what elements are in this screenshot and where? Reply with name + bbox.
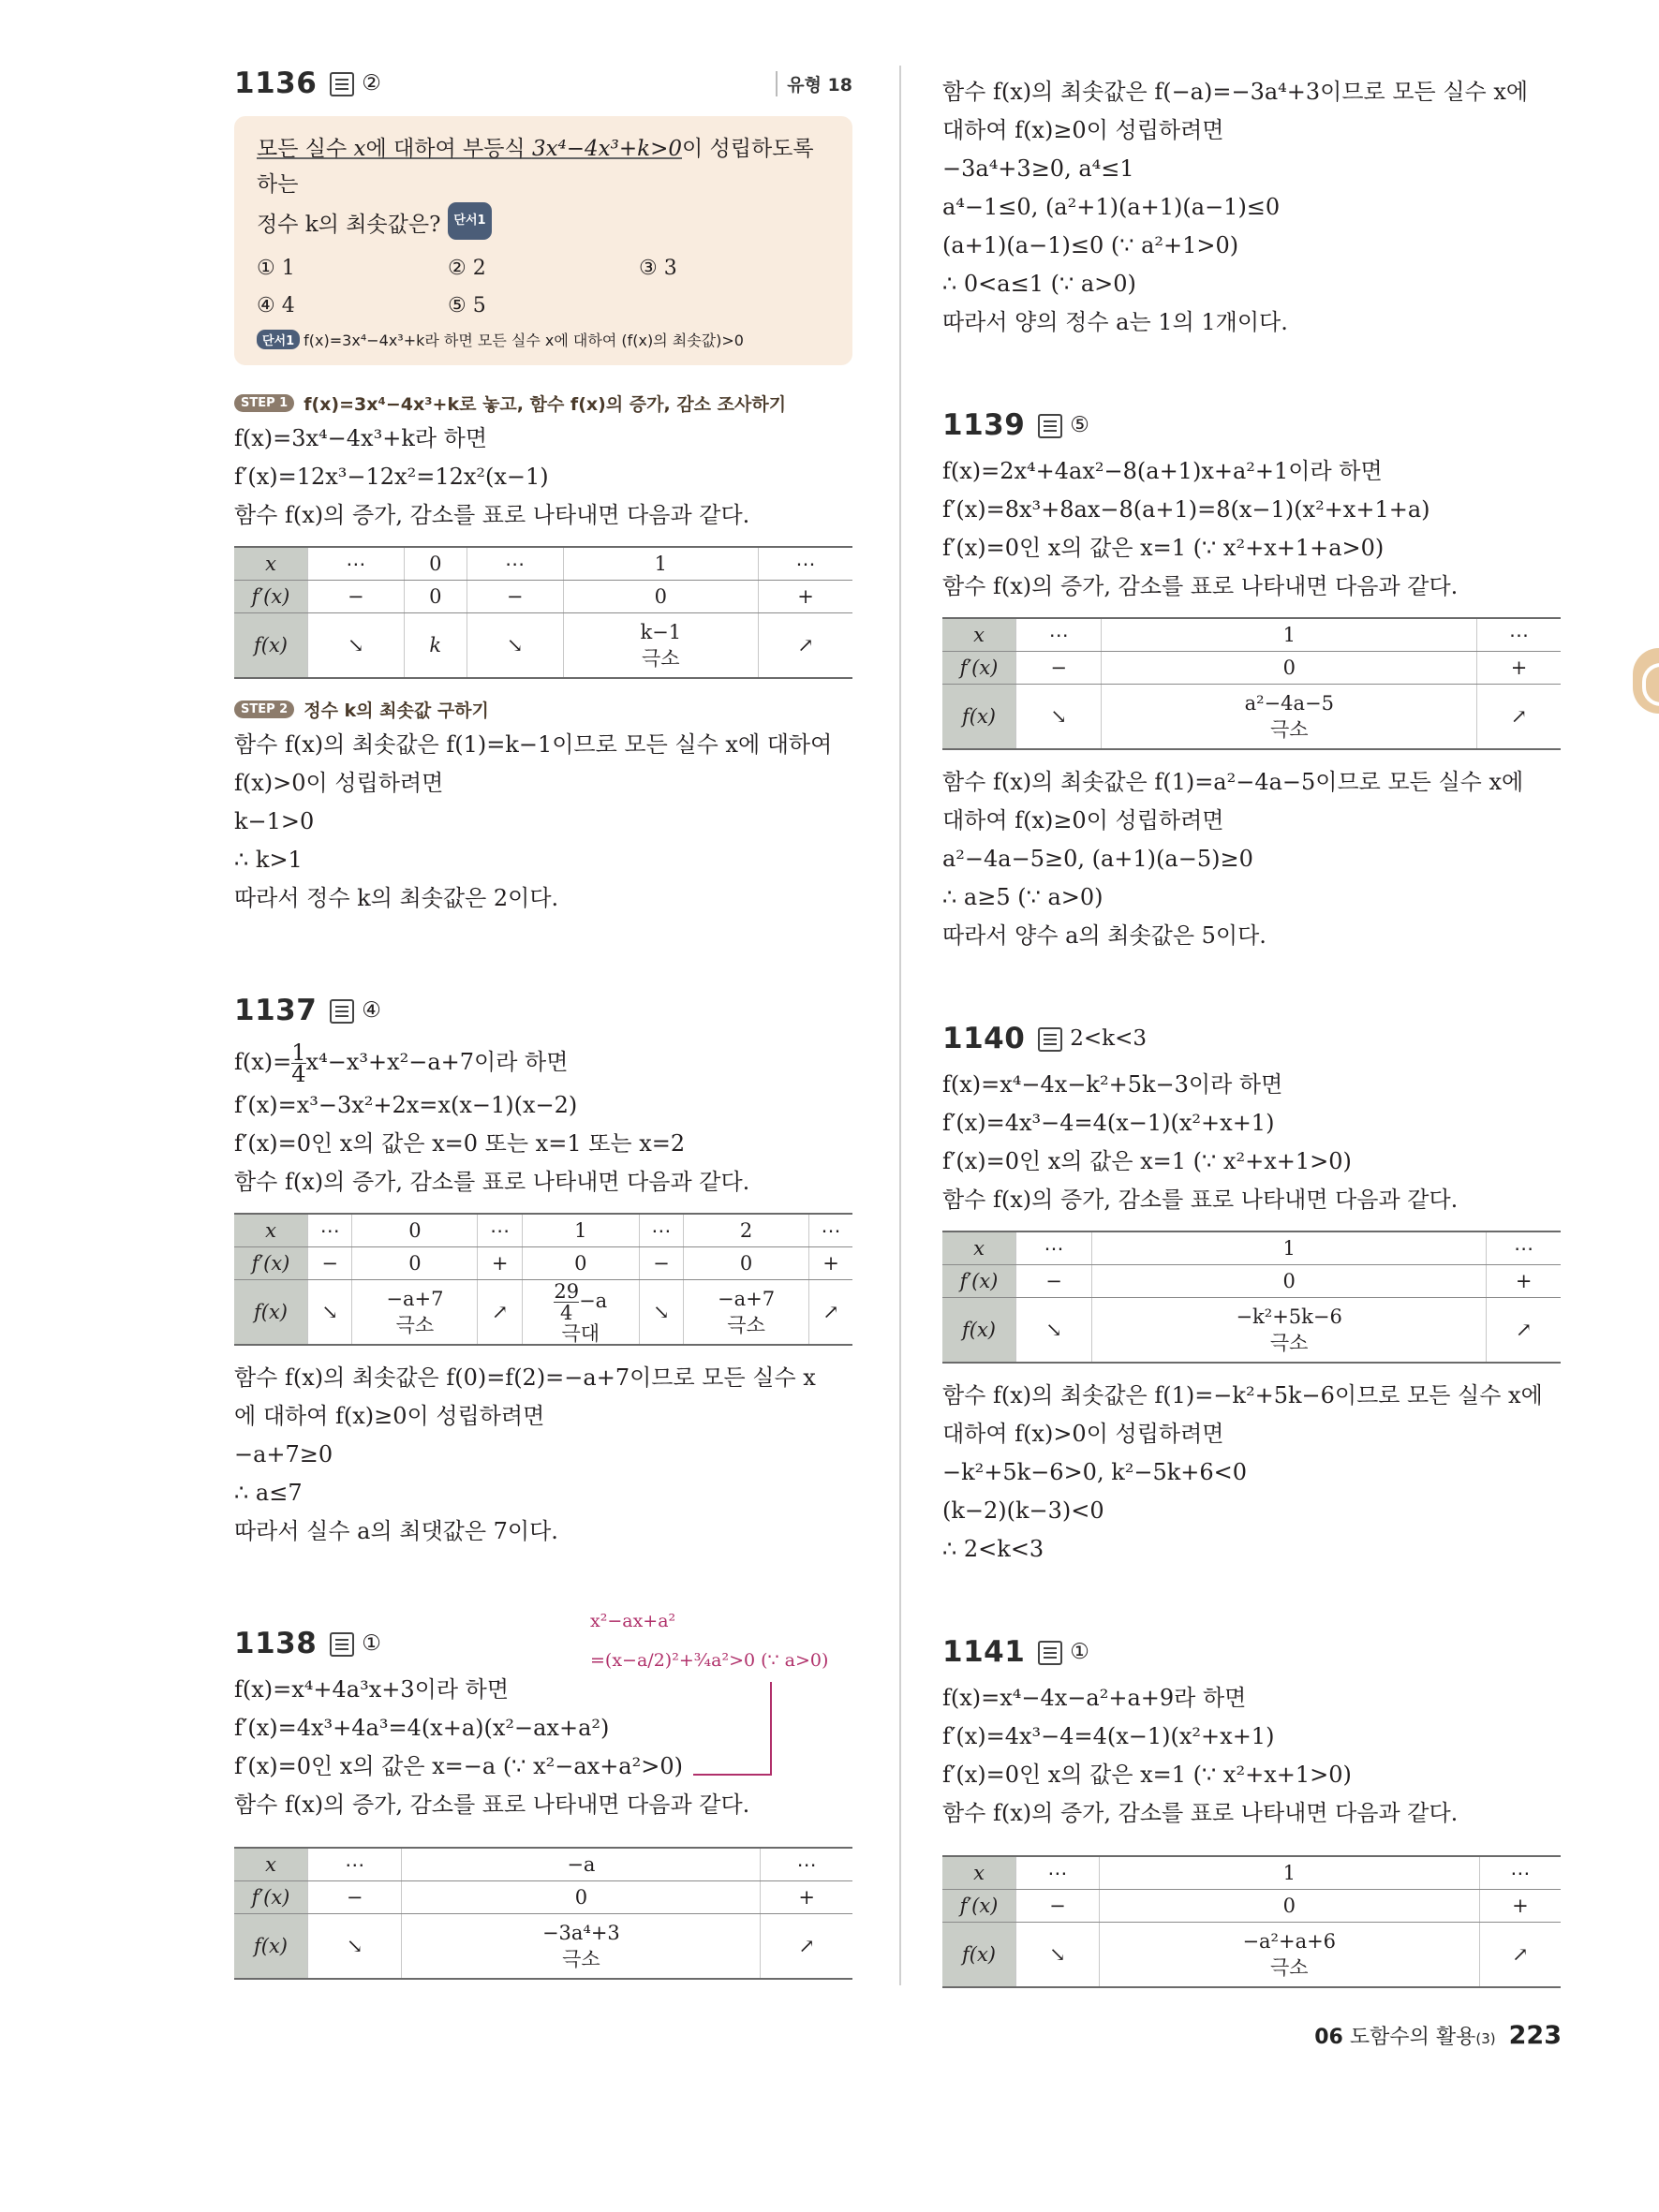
solution-line: f′(x)=x³−3x²+2x=x(x−1)(x−2) (234, 1092, 578, 1118)
solution-line: a⁴−1≤0, (a²+1)(a+1)(a−1)≤0 (942, 194, 1281, 220)
solution-line: ∴ k>1 (234, 847, 303, 873)
solution-line: f′(x)=0인 x의 값은 x=−a (∵ x²−ax+a²>0) (234, 1753, 683, 1779)
answer-value: ① (1070, 1640, 1089, 1664)
left-column (234, 56, 852, 1993)
solution-line: f(x)=2x⁴+4ax²−8(a+1)x+a²+1이라 하면 (942, 458, 1383, 484)
answer-value: ④ (362, 998, 381, 1023)
solution-line: ∴ 2<k<3 (942, 1536, 1044, 1562)
solution-line: 함수 f(x)의 증가, 감소를 표로 나타내면 다음과 같다. (234, 1169, 750, 1195)
solution-line: f(x)= $\frac{1}{4}$ x⁴−x³+x²−a+7이라 하면 (234, 1040, 569, 1087)
solution-line: f′(x)=4x³+4a³=4(x+a)(x²−ax+a²) (234, 1715, 610, 1741)
solution-line: 따라서 양의 정수 a는 1의 1개이다. (942, 309, 1288, 335)
solution-line: f(x)>0이 성립하려면 (234, 770, 444, 796)
choice-2: ② 2 (448, 257, 486, 280)
variation-table: x ⋯ 1 ⋯ f′(x) − 0 + f(x) ↘ a²−4a−5 극소 ↗ (942, 617, 1561, 750)
solution-line: ∴ a≥5 (∵ a>0) (942, 884, 1104, 910)
problem-number: 1139 (942, 408, 1026, 442)
variation-table: x ⋯ 1 ⋯ f′(x) − 0 + f(x) ↘ −a²+a+6 극소 ↗ (942, 1855, 1561, 1988)
problem-1137 (234, 983, 852, 1551)
margin-note: x²−ax+a² (590, 1611, 676, 1631)
solution-line: f′(x)=4x³−4=4(x−1)(x²+x+1) (942, 1723, 1275, 1749)
chapter-title: 도함수의 활용 (1349, 2026, 1476, 2049)
hint-badge: 단서1 (257, 330, 300, 349)
margin-note: =(x−a/2)²+¾a²>0 (∵ a>0) (590, 1650, 829, 1671)
solution-line: 함수 f(x)의 최솟값은 f(1)=−k²+5k−6이므로 모든 실수 x에 (942, 1382, 1543, 1408)
choice-3: ③ 3 (639, 257, 677, 280)
solution-line: 에 대하여 f(x)≥0이 성립하려면 (234, 1403, 545, 1429)
solution-line: 대하여 f(x)>0이 성립하려면 (942, 1421, 1224, 1447)
problem-1141 (942, 1625, 1561, 1988)
variation-table: x ⋯ 1 ⋯ f′(x) − 0 + f(x) ↘ −k²+5k−6 극소 ↗ (942, 1231, 1561, 1364)
step-1-heading: STEP 1 f(x)=3x⁴−4x³+k로 놓고, 함수 f(x)의 증가, 감소 조사하기 (234, 386, 852, 420)
choice-4: ④ 4 (257, 294, 295, 317)
problem-number: 1140 (942, 1022, 1026, 1055)
chapter-tab-marker (1633, 648, 1659, 714)
solution-line: f′(x)=0인 x의 값은 x=1 (∵ x²+x+1>0) (942, 1762, 1352, 1788)
choices (257, 250, 832, 325)
step-2-heading: STEP 2 정수 k의 최솟값 구하기 (234, 692, 852, 726)
variation-table: x ⋯ 0 ⋯ 1 ⋯ f′(x) − 0 − 0 + f(x) ↘ k ↘ k−1 극소 ↗ (234, 546, 852, 679)
solution-line: k−1>0 (234, 808, 315, 834)
choice-5: ⑤ 5 (448, 294, 486, 317)
page-footer: 06 도함수의 활용(3) 223 (1314, 2021, 1562, 2050)
solution-line: 따라서 양수 a의 최솟값은 5이다. (942, 922, 1266, 949)
problem-type-tag: 유형 18 (776, 71, 852, 96)
problem-1136 (234, 56, 852, 918)
solution-line: 함수 f(x)의 증가, 감소를 표로 나타내면 다음과 같다. (942, 573, 1459, 599)
problem-1138 (234, 1611, 852, 1980)
solution-line: 함수 f(x)의 최솟값은 f(0)=f(2)=−a+7이므로 모든 실수 x (234, 1364, 816, 1391)
solution-line: f(x)=x⁴−4x−k²+5k−3이라 하면 (942, 1071, 1283, 1098)
solution-line: f′(x)=0인 x의 값은 x=1 (∵ x²+x+1+a>0) (942, 535, 1385, 561)
clue-badge: 단서1 (448, 202, 491, 240)
answer-value: ⑤ (1070, 413, 1089, 437)
solution-line: 대하여 f(x)≥0이 성립하려면 (942, 807, 1224, 833)
answer-value: ② (362, 71, 381, 96)
choice-1: ① 1 (257, 257, 295, 280)
solution-line: −a+7≥0 (234, 1441, 333, 1467)
solution-line: 함수 f(x)의 최솟값은 f(−a)=−3a⁴+3이므로 모든 실수 x에 (942, 79, 1529, 105)
chapter-number: 06 (1314, 2026, 1343, 2049)
solution-line: f(x)=x⁴+4a³x+3이라 하면 (234, 1676, 509, 1703)
solution-line: 함수 f(x)의 최솟값은 f(1)=a²−4a−5이므로 모든 실수 x에 (942, 769, 1524, 795)
solution-line: (a+1)(a−1)≤0 (∵ a²+1>0) (942, 232, 1239, 258)
variation-table: x ⋯ 0 ⋯ 1 ⋯ 2 ⋯ f′(x) − 0 + 0 − 0 + f(x) ↘ −a+7 극소 ↗ $\frac{29}{4}$ −a 극대 ↘ −a+7 극소 ↗ (234, 1213, 852, 1346)
solution-line: −3a⁴+3≥0, a⁴≤1 (942, 155, 1134, 182)
question-text: 모든 실수 x에 대하여 부등식 3x⁴−4x³+k>0이 성립하도록 하는 정수 k의 최솟값은? 단서1 (257, 131, 832, 243)
solution-line: a²−4a−5≥0, (a+1)(a−5)≥0 (942, 846, 1253, 872)
answer-value: ① (362, 1631, 381, 1656)
solution-line: 함수 f(x)의 증가, 감소를 표로 나타내면 다음과 같다. (234, 1792, 750, 1818)
answer-icon (330, 999, 354, 1024)
answer-icon (1038, 1641, 1062, 1665)
solution-line: 함수 f(x)의 증가, 감소를 표로 나타내면 다음과 같다. (234, 502, 750, 528)
problem-1140 (942, 1011, 1561, 1569)
solution-line: f(x)=x⁴−4x−a²+a+9라 하면 (942, 1685, 1247, 1711)
note-arrow (770, 1682, 772, 1776)
solution-line: 함수 f(x)의 최솟값은 f(1)=k−1이므로 모든 실수 x에 대하여 (234, 731, 833, 758)
solution-line: 함수 f(x)의 증가, 감소를 표로 나타내면 다음과 같다. (942, 1187, 1459, 1213)
solution-line: ∴ a≤7 (234, 1480, 303, 1506)
solution-line: (k−2)(k−3)<0 (942, 1497, 1104, 1524)
solution-line: 함수 f(x)의 증가, 감소를 표로 나타내면 다음과 같다. (942, 1800, 1459, 1826)
answer-icon (1038, 1027, 1062, 1052)
solution-line: f′(x)=8x³+8ax−8(a+1)=8(x−1)(x²+x+1+a) (942, 496, 1430, 523)
question-box (234, 116, 852, 365)
problem-number: 1141 (942, 1635, 1026, 1669)
problem-number: 1136 (234, 66, 318, 100)
answer-icon (330, 72, 354, 96)
solution-line: ∴ 0<a≤1 (∵ a>0) (942, 271, 1136, 297)
column-divider (899, 66, 901, 1985)
solution-line: 따라서 정수 k의 최솟값은 2이다. (234, 885, 559, 911)
solution-line: f(x)=3x⁴−4x³+k라 하면 (234, 425, 488, 451)
solution-line: −k²+5k−6>0, k²−5k+6<0 (942, 1459, 1248, 1485)
hint: 단서1 f(x)=3x⁴−4x³+k라 하면 모든 실수 x에 대하여 (f(x)의 최솟값)>0 (257, 329, 832, 350)
solution-line: f′(x)=4x³−4=4(x−1)(x²+x+1) (942, 1110, 1275, 1136)
solution-line: 따라서 실수 a의 최댓값은 7이다. (234, 1518, 558, 1544)
solution-line: 대하여 f(x)≥0이 성립하려면 (942, 117, 1224, 143)
answer-value: 2<k<3 (1070, 1026, 1148, 1051)
problem-1139 (942, 398, 1561, 955)
answer-icon (1038, 414, 1062, 438)
answer-icon (330, 1632, 354, 1657)
page-number: 223 (1508, 2021, 1562, 2050)
problem-number: 1138 (234, 1627, 318, 1660)
solution-line: f′(x)=12x³−12x²=12x²(x−1) (234, 464, 549, 490)
note-arrow (693, 1774, 770, 1776)
problem-1138-continued (942, 73, 1561, 342)
variation-table: x ⋯ −a ⋯ f′(x) − 0 + f(x) ↘ −3a⁴+3 극소 ↗ (234, 1847, 852, 1980)
solution-line: f′(x)=0인 x의 값은 x=0 또는 x=1 또는 x=2 (234, 1130, 686, 1157)
solution-line: f′(x)=0인 x의 값은 x=1 (∵ x²+x+1>0) (942, 1148, 1352, 1174)
problem-number: 1137 (234, 994, 318, 1027)
right-column (942, 56, 1561, 2001)
